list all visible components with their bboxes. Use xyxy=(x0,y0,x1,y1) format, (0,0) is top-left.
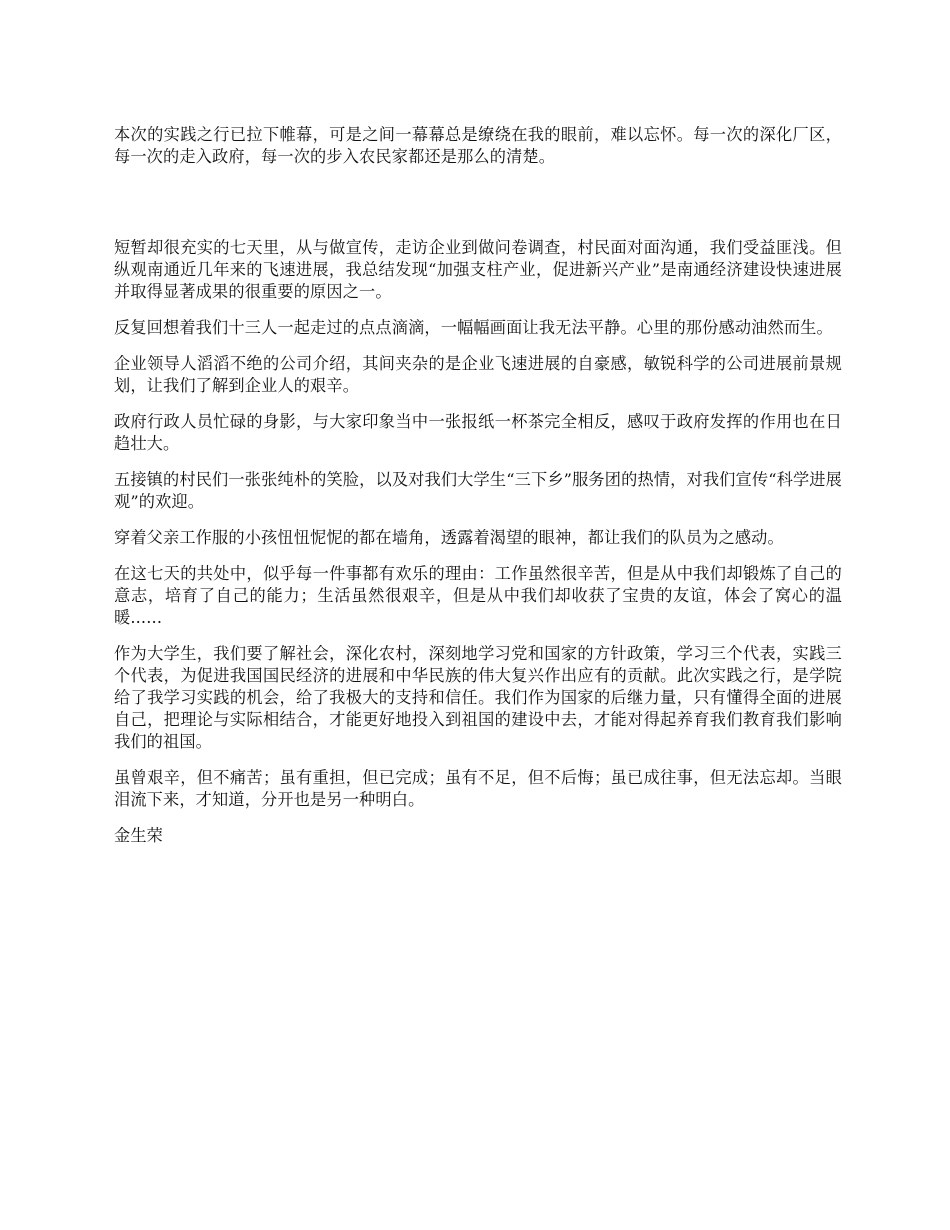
paragraph: 反复回想着我们十三人一起走过的点点滴滴，一幅幅画面让我无法平静。心里的那份感动油然而生。 xyxy=(114,318,833,337)
paragraph: 五接镇的村民们一张张纯朴的笑脸，以及对我们大学生“三下乡”服务团的热情，对我们宣传“科学进展观”的欢迎。 xyxy=(114,470,842,511)
author-signature: 金生荣 xyxy=(114,826,164,845)
paragraph-intro: 本次的实践之行已拉下帷幕，可是之间一幕幕总是缭绕在我的眼前，难以忘怀。每一次的深化厂区，每一次的走入政府，每一次的步入农民家都还是那么的清楚。 xyxy=(114,125,842,166)
paragraph: 政府行政人员忙碌的身影，与大家印象当中一张报纸一杯茶完全相反，感叹于政府发挥的作用也在日趋壮大。 xyxy=(114,412,842,453)
paragraph: 短暂却很充实的七天里，从与做宣传，走访企业到做问卷调查，村民面对面沟通，我们受益匪浅。但纵观南通近几年来的飞速进展，我总结发现“加强支柱产业，促进新兴产业”是南通经济建设快速进展并取得显著成果的很重要的原因之一。 xyxy=(114,238,842,301)
paragraph: 穿着父亲工作服的小孩忸忸怩怩的都在墙角，透露着渴望的眼神，都让我们的队员为之感动。 xyxy=(114,528,784,547)
paragraph: 在这七天的共处中，似乎每一件事都有欢乐的理由：工作虽然很辛苦，但是从中我们却锻炼了自己的意志，培育了自己的能力；生活虽然很艰辛，但是从中我们却收获了宝贵的友谊，体会了窝心的温暖...... xyxy=(114,564,842,627)
paragraph: 企业领导人滔滔不绝的公司介绍，其间夹杂的是企业飞速进展的自豪感，敏锐科学的公司进展前景规划，让我们了解到企业人的艰辛。 xyxy=(114,354,842,395)
document-body xyxy=(114,124,842,861)
paragraph: 虽曾艰辛，但不痛苦；虽有重担，但已完成；虽有不足，但不后悔；虽已成往事，但无法忘却。当眼泪流下来，才知道，分开也是另一种明白。 xyxy=(114,768,842,809)
paragraph: 作为大学生，我们要了解社会，深化农村，深刻地学习党和国家的方针政策，学习三个代表，实践三个代表，为促进我国国民经济的进展和中华民族的伟大复兴作出应有的贡献。此次实践之行，是学院给了我学习实践的机会，给了我极大的支持和信任。我们作为国家的后继力量，只有懂得全面的进展自己，把理论与实际相结合，才能更好地投入到祖国的建设中去，才能对得起养育我们教育我们影响我们的祖国。 xyxy=(114,644,842,751)
